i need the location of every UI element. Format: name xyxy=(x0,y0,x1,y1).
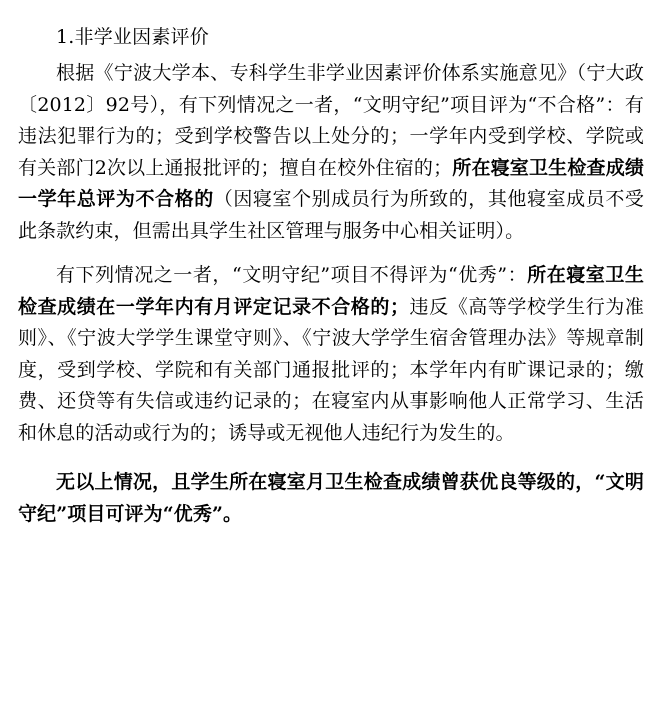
paragraph-1-run-1: 根据《宁波大学本、专科学生非学业因素评价体系实施意见》（宁大政〔2012〕92号），有下列情况之一者，“文明守纪”项目评为“不合格”：有违法犯罪行为的；受到学校警告以上处分的；一学年内受到学校、学院或有关部门2次以上通报批评的；擅自在校外住宿的； xyxy=(18,62,644,179)
paragraph-3 xyxy=(18,467,644,530)
page-title: 1.非学业因素评价 xyxy=(56,26,209,48)
paragraph-3-run-1-emphasis: 无以上情况，且学生所在寝室月卫生检查成绩曾获优良等级的，“文明守纪”项目可评为“优秀”。 xyxy=(18,471,644,525)
paragraph-1-run-3: （因寝室个别成员行为所致的，其他寝室成员不受此条款约束，但需出具学生社区管理与服务中心相关证明）。 xyxy=(18,188,644,242)
paragraph-2 xyxy=(18,260,644,449)
paragraph-2-run-2-emphasis: 所在寝室卫生检查成绩在一学年内有月评定记录不合格的； xyxy=(18,264,644,318)
paragraph-spacer-1 xyxy=(18,251,644,260)
paragraph-2-run-3: 违反《高等学校学生行为准则》、《宁波大学学生课堂守则》、《宁波大学学生宿舍管理办法》等规章制度，受到学校、学院和有关部门通报批评的；本学年内有旷课记录的；缴费、还贷等有失信或违约记录的；在寝室内从事影响他人正常学习、生活和休息的活动或行为的；诱导或无视他人违纪行为发生的。 xyxy=(18,295,644,444)
paragraph-1 xyxy=(18,58,644,247)
paragraph-1-run-2-emphasis: 所在寝室卫生检查成绩一学年总评为不合格的 xyxy=(18,156,644,210)
paragraph-2-run-1: 有下列情况之一者，“文明守纪”项目不得评为“优秀”： xyxy=(56,264,528,286)
paragraph-spacer-2 xyxy=(18,453,644,467)
